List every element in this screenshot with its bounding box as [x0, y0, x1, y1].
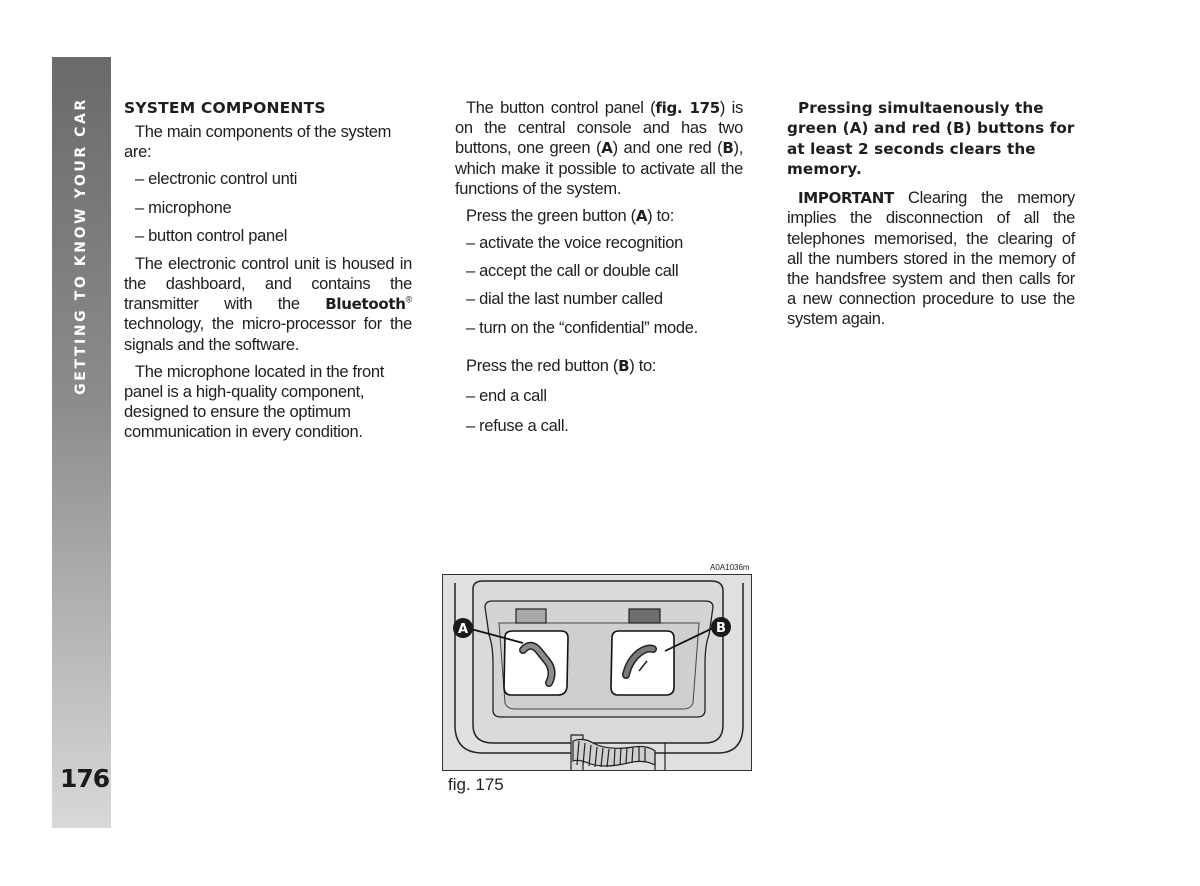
green-button-intro: Press the green button (A) to: — [466, 207, 675, 226]
red-button-intro: Press the red button (B) to: — [466, 356, 657, 375]
component-item: – button control panel — [135, 226, 288, 245]
component-item: – microphone — [135, 198, 232, 217]
callout-a: A — [457, 622, 469, 637]
heading-system-components: SYSTEM COMPONENTS — [124, 99, 326, 117]
callout-b: B — [716, 621, 726, 636]
red-function-item: – end a call — [466, 386, 547, 405]
red-function-item: – refuse a call. — [466, 417, 569, 435]
components-intro: The main components of the system are: — [124, 123, 392, 162]
important-paragraph: IMPORTANT Clearing the memory implies the disconnection of all the telephones memorised, the clearing of all the numbers stored in the memory of the handsfree system and then calls for a new connection procedure to use the system again. — [787, 189, 1075, 329]
page-number: 176 — [60, 764, 110, 793]
button-panel-figure — [442, 574, 752, 771]
green-function-item: – accept the call or double call — [466, 262, 679, 281]
panel-paragraph: The button control panel (fig. 175) is on the central console and has two buttons, one green (A) and one red (B), which make it possible to activate all the functions of the system. — [455, 99, 744, 198]
column-system-components — [124, 98, 412, 450]
component-item: – electronic control unti — [135, 170, 298, 189]
green-function-item: – activate the voice recognition — [466, 234, 683, 253]
figure-code: A0A1036m — [710, 563, 750, 572]
memory-clear-note: Pressing simultaenously the green (A) and red (B) buttons for at least 2 seconds clears the memory. — [787, 99, 1075, 178]
figure-reference: fig. 175 — [655, 99, 720, 117]
red-button — [611, 631, 674, 695]
column-button-panel — [455, 98, 743, 444]
important-label: IMPORTANT — [798, 189, 894, 208]
red-indicator — [629, 609, 660, 623]
column-memory — [787, 98, 1075, 330]
ecu-paragraph: The electronic control unit is housed in the dashboard, and contains the transmitter with the Bluetooth® technology, the micro-processor for the signals and the software. — [124, 254, 412, 354]
green-function-item: – turn on the “confidential” mode. — [466, 318, 698, 337]
microphone-paragraph: The microphone located in the front panel is a high-quality component, designed to ensure the optimum communication in every condition. — [124, 362, 385, 442]
button-panel-illustration — [443, 575, 752, 771]
bluetooth-term: Bluetooth — [325, 295, 406, 314]
figure-caption: fig. 175 — [448, 775, 504, 794]
green-indicator — [516, 609, 546, 623]
green-function-item: – dial the last number called — [466, 290, 663, 309]
section-title: GETTING TO KNOW YOUR CAR — [73, 97, 89, 395]
